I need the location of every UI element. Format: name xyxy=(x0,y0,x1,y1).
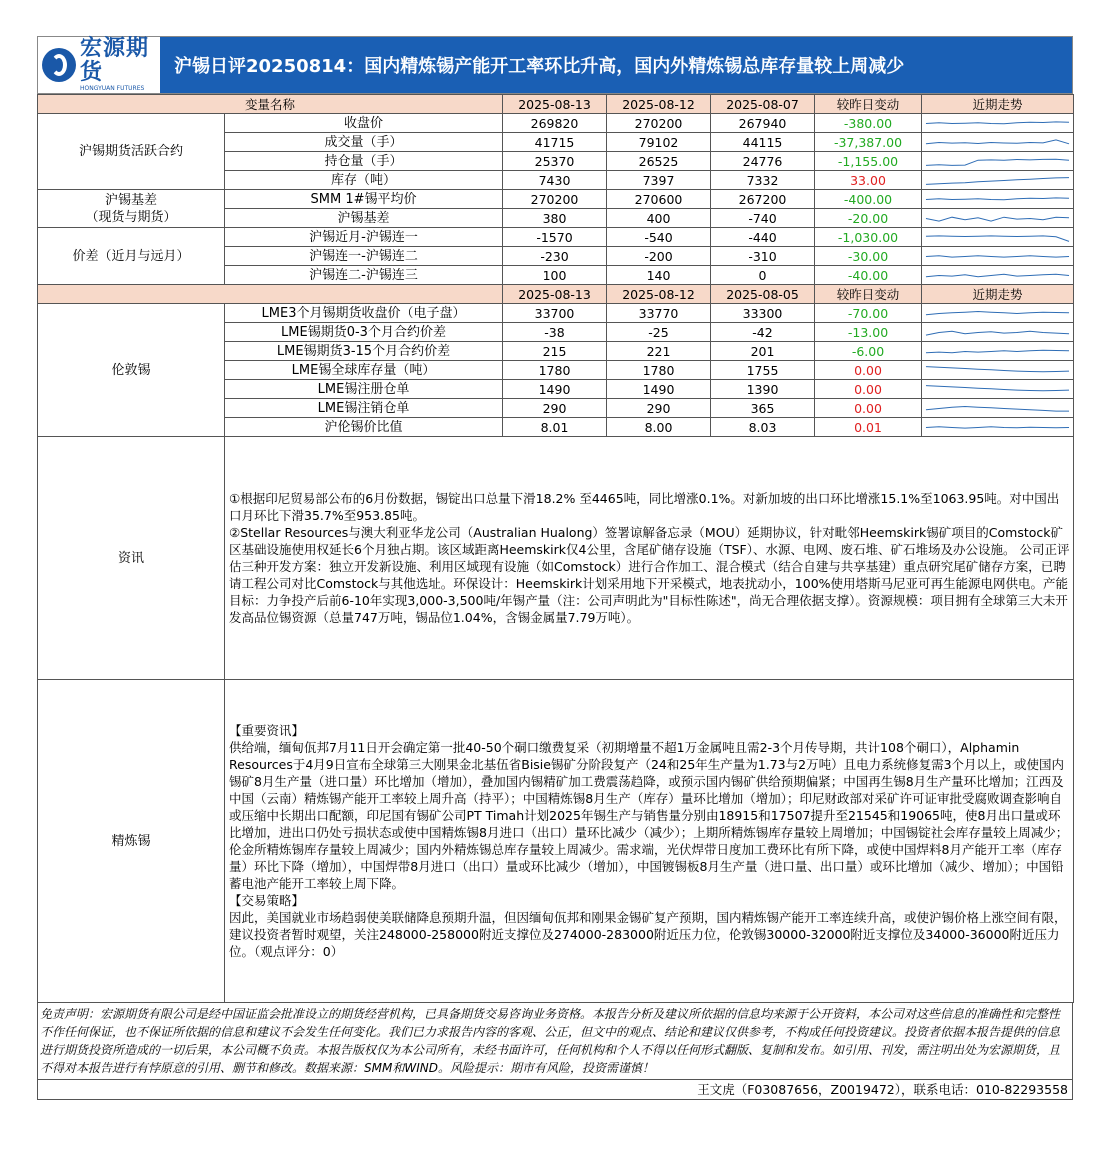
value-cell: 365 xyxy=(711,399,815,418)
value-cell: 24776 xyxy=(711,152,815,171)
news-content xyxy=(225,437,1074,680)
report xyxy=(37,36,1073,1100)
value-cell: 221 xyxy=(607,342,711,361)
change-cell: -1,030.00 xyxy=(815,228,922,247)
refined-tin-label: 精炼锡 xyxy=(38,680,225,1003)
section-heading: 【重要资讯】 xyxy=(229,723,305,738)
trend-sparkline xyxy=(922,399,1074,418)
disclaimer: 免责声明：宏源期货有限公司是经中国证监会批准设立的期货经营机构，已具备期货交易咨询业务资格。本报告分析及建议所依据的信息均来源于公开资料，本公司对这些信息的准确性和完整性不作任何保证，也不保证所依据的信息和建议不会发生任何变化。我们已力求报告内容的客观、公正，但文中的观点、结论和建议仅供参考，不构成任何投资建议。投资者依据本报告提供的信息进行期货投资所造成的一切后果，本公司概不负责。本报告版权仅为本公司所有，未经书面许可，任何机构和个人不得以任何形式翻版、复制和发布。如引用、刊发，需注明出处为宏源期货，且不得对本报告进行有悖原意的引用、删节和修改。数据来源：SMM和WIND。风险提示：期市有风险，投资需谨慎！ xyxy=(37,1003,1073,1080)
value-cell: 0 xyxy=(711,266,815,285)
company-logo xyxy=(38,37,160,93)
value-cell: 201 xyxy=(711,342,815,361)
col-header: 2025-08-13 xyxy=(503,95,607,114)
trend-sparkline xyxy=(922,152,1074,171)
variable-name: SMM 1#锡平均价 xyxy=(225,190,503,209)
value-cell: -540 xyxy=(607,228,711,247)
value-cell: 290 xyxy=(607,399,711,418)
trend-sparkline xyxy=(922,342,1074,361)
change-cell: -30.00 xyxy=(815,247,922,266)
value-cell: 26525 xyxy=(607,152,711,171)
value-cell: -440 xyxy=(711,228,815,247)
change-cell: -20.00 xyxy=(815,209,922,228)
variable-name: LME锡注销仓单 xyxy=(225,399,503,418)
col-header: 2025-08-07 xyxy=(711,95,815,114)
variable-name: LME锡期货0-3个月合约价差 xyxy=(225,323,503,342)
value-cell: 33700 xyxy=(503,304,607,323)
report-header xyxy=(37,36,1073,94)
value-cell: 7332 xyxy=(711,171,815,190)
variable-name: 库存（吨） xyxy=(225,171,503,190)
value-cell: 270200 xyxy=(607,114,711,133)
change-cell: -13.00 xyxy=(815,323,922,342)
col-header: 较昨日变动 xyxy=(815,95,922,114)
col-header: 2025-08-13 xyxy=(503,285,607,304)
trend-sparkline xyxy=(922,133,1074,152)
variable-name: 持仓量（手） xyxy=(225,152,503,171)
variable-name: 收盘价 xyxy=(225,114,503,133)
trend-sparkline xyxy=(922,361,1074,380)
report-title: 沪锡日评20250814：国内精炼锡产能开工率环比升高，国内外精炼锡总库存量较上周减少 xyxy=(160,37,1072,93)
variable-name: 沪伦锡价比值 xyxy=(225,418,503,437)
value-cell: 270200 xyxy=(503,190,607,209)
value-cell: 215 xyxy=(503,342,607,361)
analysis-paragraph: 供给端，缅甸佤邦7月11日开会确定第一批40-50个硐口缴费复采（初期增量不超1万金属吨且需2-3个月传导期，共计108个硐口），Alphamin Resources于4月9日宣布全球第三大刚果金北基伍省Bisie锡矿分阶段复产（24和25年生产量为1.73与2万吨）且电力系统修复需3个月以上，或使国内锡矿8月生产量（进口量）环比增加（增加），叠加国内锡精矿加工费震荡趋降，或预示国内锡矿供给预期偏紧；中国再生锡8月生产量环比增加；江西及中国（云南）精炼锡产能开工率较上周升高（持平）；中国精炼锡8月生产（库存）量环比增加（增加）；印尼财政部对采矿许可证审批受腐败调查影响自或压缩中长期出口配额，印尼国有锡矿公司PT Timah计划2025年锡生产与销售量分别由18915和17507提升至21545和19065吨，使8月出口量或环比增加，进出口仍处亏损状态或使中国精炼锡8月进口（出口）量环比减少（减少）；上期所精炼锡库存量较上周增加；中国锡锭社会库存量较上周减少；伦金所精炼锡库存量较上周减少；国内外精炼锡总库存量较上周减少。需求端，光伏焊带日度加工费环比有所下降，或使中国焊料8月产能开工率（库存量）环比下降（增加），中国焊带8月进口（出口）量或环比减少（增加），中国镀锡板8月生产量（进口量、出口量）或环比增加（减少、增加）；中国铅蓄电池产能开工率较上周下降。 xyxy=(229,740,1069,891)
news-item: ②Stellar Resources与澳大利亚华龙公司（Australian Hualong）签署谅解备忘录（MOU）延期协议，针对毗邻Heemskirk锡矿项目的Comstock矿区基础设施使用权延长6个月独占期。该区域距离Heemskirk仅4公里，含尾矿储存设施（TSF）、水源、电网、废石堆、矿石堆场及办公设施。 公司正评估三种开发方案：独立开发新设施、利用区域现有设施（如Comstock）进行合作加工、混合模式（结合自建与共享基建）重点研究尾矿储存方案，已聘请工程公司对比Comstock与其他选址。环保设计：Heemskirk计划采用地下开采模式，地表扰动小，100%使用塔斯马尼亚可再生能源电网供电。产能目标：力争投产后前6-10年实现3,000-3,500吨/年锡产量（注：公司声明此为"目标性陈述"，尚无合理依据支撑）。资源规模：项目拥有全球第三大未开发高品位锡资源（总量747万吨，锡品位1.04%，含锡金属量7.79万吨）。 xyxy=(229,525,1070,625)
value-cell: 8.00 xyxy=(607,418,711,437)
value-cell: -42 xyxy=(711,323,815,342)
variable-name: LME3个月锡期货收盘价（电子盘） xyxy=(225,304,503,323)
value-cell: 380 xyxy=(503,209,607,228)
table-row xyxy=(38,228,1074,247)
value-cell: 270600 xyxy=(607,190,711,209)
news-label: 资讯 xyxy=(38,437,225,680)
value-cell: 140 xyxy=(607,266,711,285)
logo-mark-icon xyxy=(42,48,76,82)
value-cell: 267200 xyxy=(711,190,815,209)
col-header: 2025-08-05 xyxy=(711,285,815,304)
group-label: 价差（近月与远月） xyxy=(38,228,225,285)
value-cell: 269820 xyxy=(503,114,607,133)
change-cell: 0.01 xyxy=(815,418,922,437)
trend-sparkline xyxy=(922,380,1074,399)
col-header: 近期走势 xyxy=(922,285,1074,304)
variable-name: 沪锡基差 xyxy=(225,209,503,228)
data-table xyxy=(37,94,1074,1003)
news-row xyxy=(38,437,1074,680)
trend-sparkline xyxy=(922,304,1074,323)
group-label: 伦敦锡 xyxy=(38,304,225,437)
value-cell: -740 xyxy=(711,209,815,228)
news-item: ①根据印尼贸易部公布的6月份数据，锡锭出口总量下滑18.2% 至4465吨，同比增涨0.1%。对新加坡的出口环比增涨15.1%至1063.95吨。对中国出口月环比下滑35.7%至953.85吨。 xyxy=(229,491,1060,523)
group-label: 沪锡期货活跃合约 xyxy=(38,114,225,190)
strategy-paragraph: 因此，美国就业市场趋弱使美联储降息预期升温，但因缅甸佤邦和刚果金锡矿复产预期，国内精炼锡产能开工率连续升高，或使沪锡价格上涨空间有限，建议投资者暂时观望，关注248000-258000附近支撑位及274000-283000附近压力位，伦敦锡30000-32000附近支撑位及34000-36000附近压力位。（观点评分：0） xyxy=(229,910,1067,959)
value-cell: 290 xyxy=(503,399,607,418)
trend-sparkline xyxy=(922,266,1074,285)
value-cell: 1490 xyxy=(607,380,711,399)
trend-sparkline xyxy=(922,190,1074,209)
change-cell: 0.00 xyxy=(815,380,922,399)
change-cell: -380.00 xyxy=(815,114,922,133)
col-header: 2025-08-12 xyxy=(607,285,711,304)
variable-name: 沪锡连一-沪锡连二 xyxy=(225,247,503,266)
value-cell: 33300 xyxy=(711,304,815,323)
table-header-row xyxy=(38,285,1074,304)
value-cell: 8.03 xyxy=(711,418,815,437)
table-header-row xyxy=(38,95,1074,114)
trend-sparkline xyxy=(922,323,1074,342)
value-cell: 1755 xyxy=(711,361,815,380)
col-header: 近期走势 xyxy=(922,95,1074,114)
variable-name: LME锡全球库存量（吨） xyxy=(225,361,503,380)
table-row xyxy=(38,304,1074,323)
value-cell: -200 xyxy=(607,247,711,266)
section-heading: 【交易策略】 xyxy=(229,893,305,908)
trend-sparkline xyxy=(922,418,1074,437)
trend-sparkline xyxy=(922,247,1074,266)
author-contact: 王文虎（F03087656，Z0019472），联系电话：010-82293558 xyxy=(37,1080,1073,1100)
table-row xyxy=(38,114,1074,133)
value-cell: 100 xyxy=(503,266,607,285)
value-cell: 400 xyxy=(607,209,711,228)
value-cell: 267940 xyxy=(711,114,815,133)
variable-name: LME锡期货3-15个月合约价差 xyxy=(225,342,503,361)
change-cell: 0.00 xyxy=(815,399,922,418)
variable-name: 成交量（手） xyxy=(225,133,503,152)
value-cell: 8.01 xyxy=(503,418,607,437)
value-cell: 33770 xyxy=(607,304,711,323)
trend-sparkline xyxy=(922,228,1074,247)
group-label: 沪锡基差 （现货与期货） xyxy=(38,190,225,228)
value-cell: 1780 xyxy=(503,361,607,380)
value-cell: -230 xyxy=(503,247,607,266)
change-cell: 33.00 xyxy=(815,171,922,190)
value-cell: 41715 xyxy=(503,133,607,152)
refined-tin-content xyxy=(225,680,1074,1003)
value-cell: 79102 xyxy=(607,133,711,152)
change-cell: -40.00 xyxy=(815,266,922,285)
variable-name: 沪锡近月-沪锡连一 xyxy=(225,228,503,247)
col-header: 2025-08-12 xyxy=(607,95,711,114)
trend-sparkline xyxy=(922,114,1074,133)
change-cell: -400.00 xyxy=(815,190,922,209)
value-cell: -310 xyxy=(711,247,815,266)
table-row xyxy=(38,190,1074,209)
value-cell: 44115 xyxy=(711,133,815,152)
value-cell: 1490 xyxy=(503,380,607,399)
value-cell: 25370 xyxy=(503,152,607,171)
change-cell: -1,155.00 xyxy=(815,152,922,171)
change-cell: -37,387.00 xyxy=(815,133,922,152)
trend-sparkline xyxy=(922,171,1074,190)
variable-name: 沪锡连二-沪锡连三 xyxy=(225,266,503,285)
variable-name: LME锡注册仓单 xyxy=(225,380,503,399)
col-header-variable: 变量名称 xyxy=(38,95,503,114)
value-cell: 1780 xyxy=(607,361,711,380)
trend-sparkline xyxy=(922,209,1074,228)
value-cell: 7430 xyxy=(503,171,607,190)
refined-tin-row xyxy=(38,680,1074,1003)
col-header-variable xyxy=(38,285,503,304)
value-cell: 7397 xyxy=(607,171,711,190)
value-cell: -25 xyxy=(607,323,711,342)
logo-name-en: HONGYUAN FUTURES xyxy=(80,85,145,92)
value-cell: 1390 xyxy=(711,380,815,399)
change-cell: 0.00 xyxy=(815,361,922,380)
value-cell: -1570 xyxy=(503,228,607,247)
logo-name-cn: 宏源期货 xyxy=(80,36,150,85)
value-cell: -38 xyxy=(503,323,607,342)
change-cell: -70.00 xyxy=(815,304,922,323)
col-header: 较昨日变动 xyxy=(815,285,922,304)
change-cell: -6.00 xyxy=(815,342,922,361)
